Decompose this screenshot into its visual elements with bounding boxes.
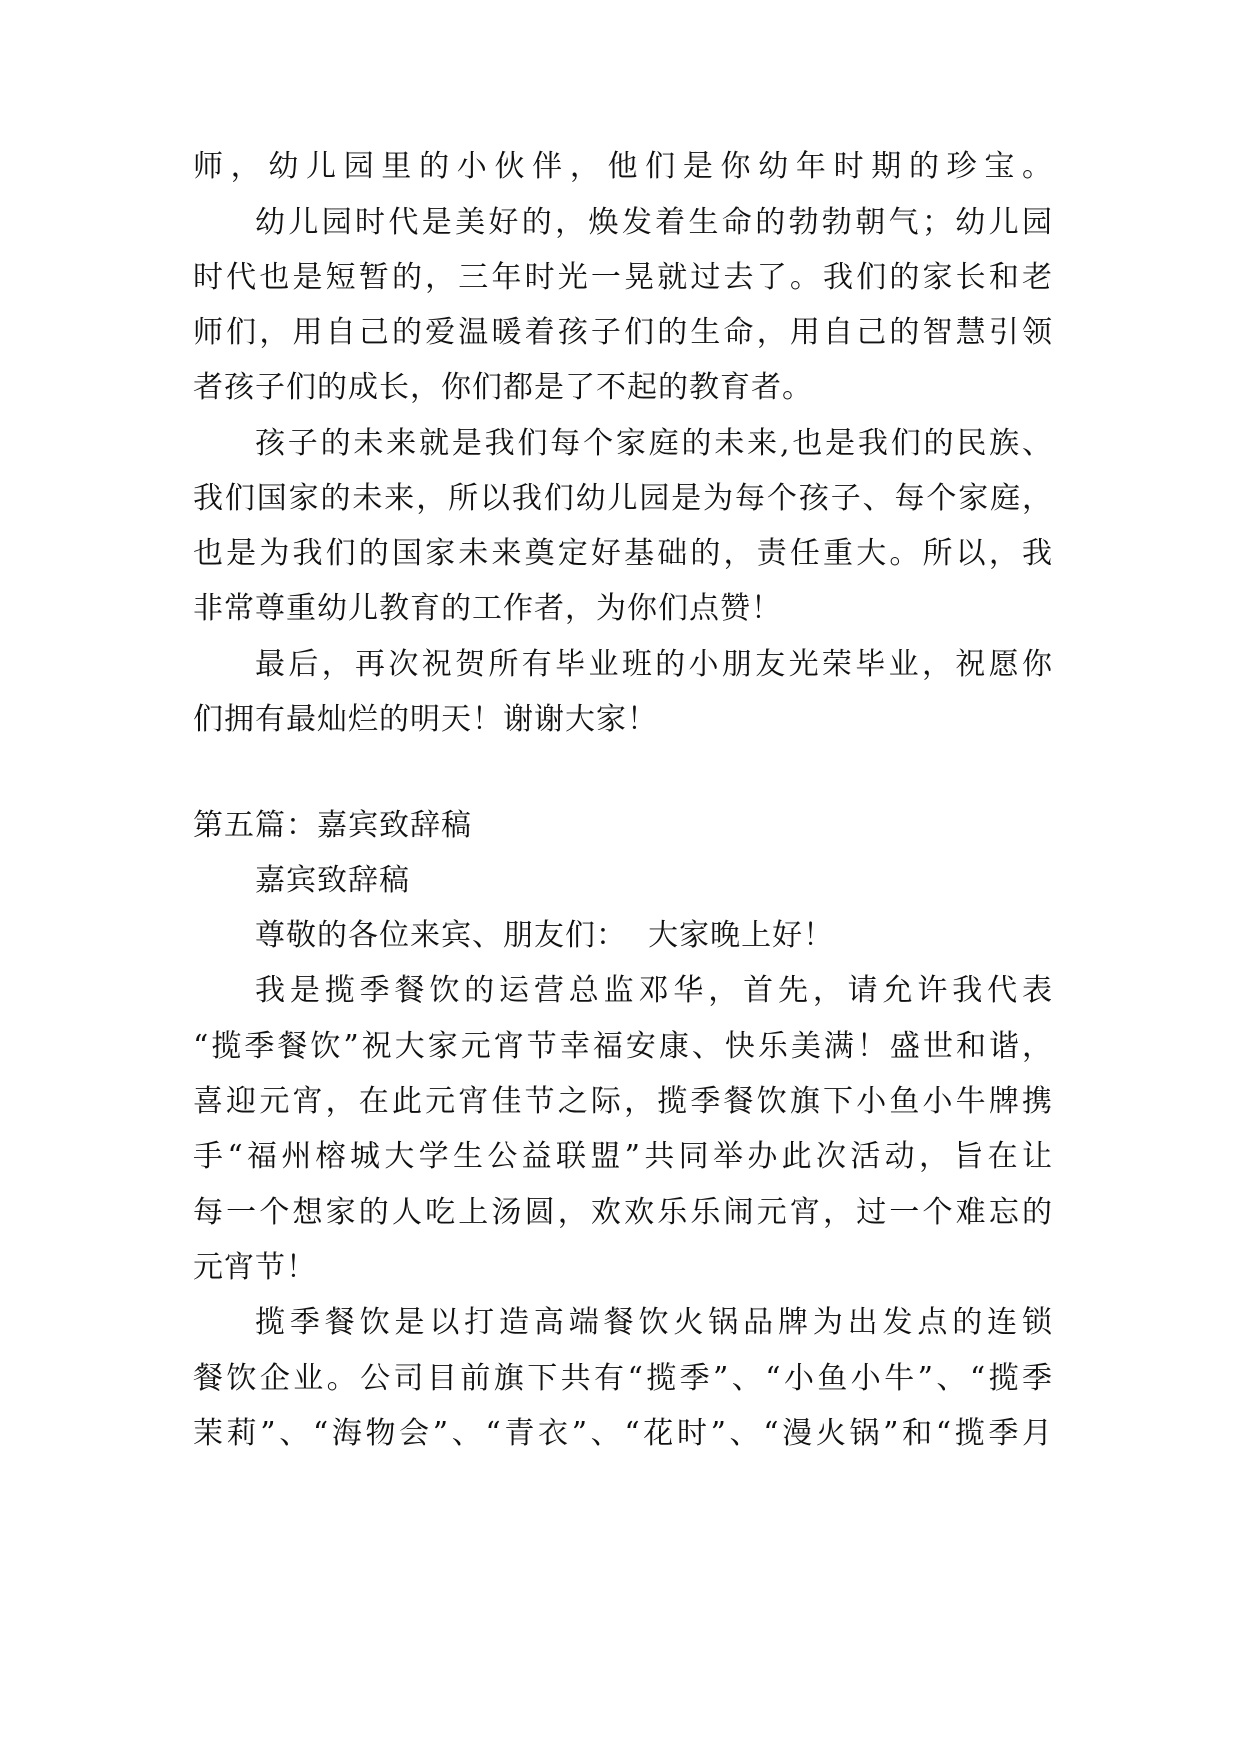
paragraph-line: 最后，再次祝贺所有毕业班的小朋友光荣毕业，祝愿你 [255, 647, 1053, 682]
paragraph-line: 我是揽季餐饮的运营总监邓华，首先，请允许我代表 [255, 973, 1053, 1008]
paragraph-line: “揽季餐饮”祝大家元宵节幸福安康、快乐美满！盛世和谐， [193, 1029, 1053, 1064]
paragraph-line: 喜迎元宵，在此元宵佳节之际，揽季餐饮旗下小鱼小牛牌携 [193, 1084, 1053, 1119]
speech-title: 嘉宾致辞稿 [255, 863, 410, 898]
paragraph-line: 茉莉”、“海物会”、“青衣”、“花时”、“漫火锅”和“揽季月 [193, 1416, 1053, 1451]
paragraph-line: 幼儿园时代是美好的，焕发着生命的勃勃朝气；幼儿园 [255, 205, 1053, 240]
paragraph-line: 师们，用自己的爱温暖着孩子们的生命，用自己的智慧引领 [193, 315, 1053, 350]
paragraph-line: 师，幼儿园里的小伙伴，他们是你幼年时期的珍宝。 [193, 149, 1053, 184]
paragraph-line: 们拥有最灿烂的明天！谢谢大家！ [193, 702, 658, 737]
paragraph-line: 我们国家的未来，所以我们幼儿园是为每个孩子、每个家庭， [193, 481, 1053, 516]
salutation-line: 尊敬的各位来宾、朋友们： 大家晚上好！ [255, 918, 835, 953]
paragraph-line: 也是为我们的国家未来奠定好基础的，责任重大。所以，我 [193, 536, 1053, 571]
paragraph-line: 者孩子们的成长，你们都是了不起的教育者。 [193, 370, 813, 405]
paragraph-line: 时代也是短暂的，三年时光一晃就过去了。我们的家长和老 [193, 260, 1053, 295]
paragraph-line: 孩子的未来就是我们每个家庭的未来,也是我们的民族、 [255, 426, 1053, 461]
section-heading: 第五篇：嘉宾致辞稿 [193, 808, 472, 843]
paragraph-line: 元宵节！ [193, 1250, 317, 1285]
paragraph-line: 每一个想家的人吃上汤圆，欢欢乐乐闹元宵，过一个难忘的 [193, 1195, 1053, 1230]
paragraph-line: 非常尊重幼儿教育的工作者，为你们点赞！ [193, 591, 782, 626]
paragraph-line: 餐饮企业。公司目前旗下共有“揽季”、“小鱼小牛”、“揽季 [193, 1361, 1053, 1396]
paragraph-line: 揽季餐饮是以打造高端餐饮火锅品牌为出发点的连锁 [255, 1305, 1053, 1340]
paragraph-line: 手“福州榕城大学生公益联盟”共同举办此次活动，旨在让 [193, 1139, 1053, 1174]
